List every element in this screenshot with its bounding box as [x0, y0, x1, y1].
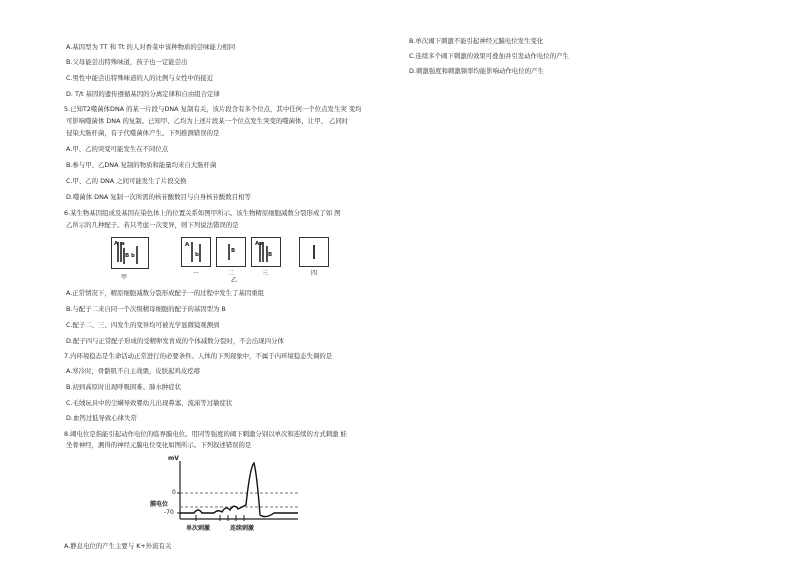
chromosomes-yi-4: [300, 238, 328, 266]
y-axis-label: 膜电位: [150, 501, 169, 508]
q5-option-a: A.甲、乙的突变可能发生在不同位点: [66, 145, 169, 153]
label-yi-2: 二: [228, 270, 235, 277]
chromosomes-yi-1: [182, 238, 210, 266]
gene-label-B: B: [268, 252, 273, 258]
gene-label-b: b: [131, 253, 135, 259]
q8-option-b: B.单次阈下刺激不能引起神经元膜电位发生变化: [409, 37, 544, 45]
cell-yi-2: [216, 237, 246, 267]
q5-option-d: D.噬菌体 DNA 复制一次所需的核苷酸数目与自身核苷酸数目相等: [66, 193, 251, 201]
chromosomes-yi-3: [252, 238, 280, 266]
q8-option-c: C.连续多个阈下刺激的效果可叠加并引发动作电位的产生: [409, 52, 569, 60]
q8-option-d: D.刺激强度和刺激频率均能影响动作电位的产生: [409, 67, 544, 75]
label-yi-1: 一: [193, 270, 200, 277]
gene-label-B: B: [125, 253, 130, 259]
q4-option-c: C.男性中能尝出特殊味道的人的比例与女性中的接近: [66, 74, 214, 82]
cell-jia: [111, 237, 149, 269]
q5-stem-line-3: 侵染大肠杆菌，有子代噬菌体产生。下列推测错误的是: [66, 129, 220, 137]
y-axis-unit: mV: [168, 455, 179, 462]
gene-label-A: A: [185, 242, 190, 248]
label-yi-4: 四: [311, 270, 318, 277]
q8-stem-line-1: 8.阈电位是指能引起动作电位的临界膜电位。用同等强度的阈下刺激分别以单次和连续的方式刺激 蛙: [64, 430, 347, 438]
label-jia: 甲: [121, 274, 128, 281]
q5-option-c: C.甲、乙的 DNA 之间可能发生了片段交换: [66, 177, 187, 185]
label-yi: 乙: [231, 277, 238, 284]
x-label-continuous: 连续刺激: [230, 525, 255, 532]
q7-option-d: D.血钙过低导致心律失常: [66, 414, 137, 422]
q6-option-a: A.正常情况下，精原细胞减数分裂形成配子一的过程中发生了基因重组: [66, 289, 265, 297]
q5-stem-line-2: 可影响噬菌体 DNA 的复制。已知甲、乙均为上述片段某一个位点发生突变的噬菌体，让甲、 乙同时: [66, 117, 349, 125]
x-label-single: 单次刺激: [186, 525, 211, 532]
q5-stem-line-1: 5.已知T2噬菌体DNA 的某一片段与DNA 复制有关，该片段含有多个位点，其中任何一个位点发生突 变均: [64, 105, 362, 113]
gene-label-B: B: [231, 248, 236, 254]
cell-yi-3: [251, 237, 281, 267]
q7-option-b: B.初到高原时出现呼吸困难、肺水肿症状: [66, 383, 182, 391]
figure-8-membrane-potential: [150, 455, 310, 537]
gene-label-A: A: [255, 241, 260, 247]
q7-stem: 7.内环境稳态是生命活动正常进行的必要条件。人体的下列现象中，不属于内环境稳态失调的是: [64, 352, 333, 360]
q5-option-b: B.参与甲、乙DNA 复制的物质和能量均来自大肠杆菌: [66, 161, 217, 169]
y-tick-minus70: -70: [164, 509, 174, 516]
q7-option-c: C.毛绒玩具中的尘螨导致婴幼儿出现鼻塞、流涕等过敏症状: [66, 399, 233, 407]
gene-label-A: A: [114, 241, 119, 247]
cell-yi-4: [299, 237, 329, 267]
q4-option-a: A.基因型为 TT 和 Tt 的人对香菜中该种物质的尝味能力相同: [66, 43, 236, 51]
label-yi-3: 三: [262, 270, 269, 277]
cell-yi-1: [181, 237, 211, 267]
q6-stem-line-2: 乙所示的几种配子。若只考虑一次变异，则下列说法错误的是: [66, 221, 239, 229]
q7-option-a: A.寒冷时，骨骼肌不自主战栗，皮肤起鸡皮疙瘩: [66, 367, 201, 375]
y-tick-zero: 0: [172, 489, 176, 496]
q6-option-c: C.配子二、三、四发生的变异均可被光学显微镜观测到: [66, 321, 220, 329]
gene-label-b: b: [195, 252, 199, 258]
gene-label-a: a: [260, 241, 264, 247]
q6-option-d: D.配子四与正常配子形成的受精卵发育成的个体减数分裂时，不会出现四分体: [66, 337, 284, 345]
q4-option-b: B.父母能尝出特殊味道，孩子也一定能尝出: [66, 58, 188, 66]
q8-stem-line-2: 坐骨神经，测得的神经元膜电位变化如图所示。下列叙述错误的是: [66, 441, 252, 449]
chromosomes-jia: [112, 238, 148, 268]
q8-option-a: A.静息电位的产生主要与 K+外流有关: [64, 542, 172, 550]
q6-stem-line-1: 6.某生物基因组成及基因在染色体上的位置关系如图甲所示。该生物精原细胞减数分裂形成了如 图: [64, 209, 341, 217]
gene-label-a: a: [121, 241, 125, 247]
q6-option-b: B.与配子二来自同一个次级精母细胞的配子的基因型为 B: [66, 305, 226, 313]
q4-option-d: D. T/t 基因的遗传遵循基因的分离定律和自由组合定律: [66, 90, 220, 98]
chromosomes-yi-2: [217, 238, 245, 266]
